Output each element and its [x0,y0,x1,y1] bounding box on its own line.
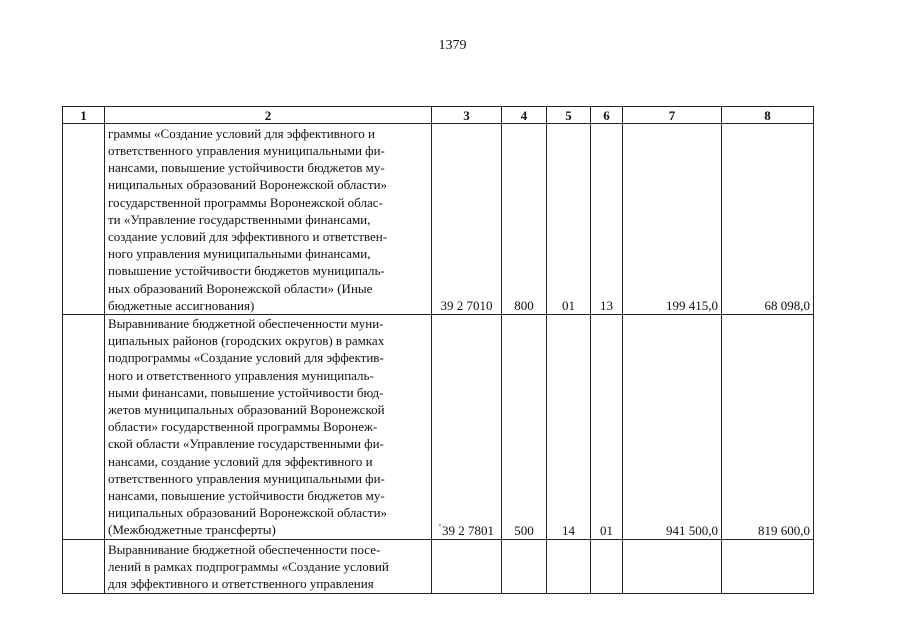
amount-col8-cell: 68 098,0 [722,124,814,315]
header-col-5: 5 [547,107,591,124]
row-number-cell [63,315,105,540]
header-col-1: 1 [63,107,105,124]
row-number-cell [63,539,105,593]
code-cell [432,315,502,540]
col5-cell: 14 [547,315,591,540]
budget-table [62,106,814,594]
header-row [63,107,814,124]
description-cell: граммы «Создание условий для эффективного и ответственного управления муниципальными фи- нансами, повышение устойчивости бюджетов му- ниципальных образований Воронежской области» государственной программы Воронежской облас- ти «Управление государственными финансами, создание условий для эффективного и ответствен- ного управления муниципальными финансами, повышение устойчивости бюджетов муниципаль- ных образований Воронежской области» (Иные бюджетные ассигнования) [105,124,432,315]
col6-cell: 01 [591,315,623,540]
col4-cell: 500 [502,315,547,540]
code-cell: 39 2 7010 [432,124,502,315]
scan-mark: ' [439,521,441,534]
code-cell [432,539,502,593]
header-col-6: 6 [591,107,623,124]
amount-col7-cell: 941 500,0 [623,315,722,540]
table-row [63,124,814,315]
amount-col8-cell [722,539,814,593]
col4-cell: 800 [502,124,547,315]
amount-col7-cell [623,539,722,593]
description-cell: Выравнивание бюджетной обеспеченности муни- ципальных районов (городских округов) в рамках подпрограммы «Создание условий для эффектив- ного и ответственного управления муниципаль- ными финансами, повышение устойчивости бюд- жетов муниципальных образований Воронежской области» государственной программы Воронеж- ской области «Управление государственными фи- нансами, создание условий для эффективного и ответственного управления муниципальными фи- нансами, повышение устойчивости бюджетов му- ниципальных образований Воронежской области» (Межбюджетные трансферты) [105,315,432,540]
header-col-3: 3 [432,107,502,124]
col5-cell: 01 [547,124,591,315]
header-col-4: 4 [502,107,547,124]
code-value: 39 2 7801 [441,522,494,538]
header-col-8: 8 [722,107,814,124]
amount-col8-cell: 819 600,0 [722,315,814,540]
col5-cell [547,539,591,593]
row-number-cell [63,124,105,315]
header-col-2: 2 [105,107,432,124]
col6-cell: 13 [591,124,623,315]
col4-cell [502,539,547,593]
table-row [63,539,814,593]
table-row [63,315,814,540]
description-cell: Выравнивание бюджетной обеспеченности посе- лений в рамках подпрограммы «Создание условий для эффективного и ответственного управления [105,539,432,593]
header-col-7: 7 [623,107,722,124]
amount-col7-cell: 199 415,0 [623,124,722,315]
page-number: 1379 [438,38,467,53]
col6-cell [591,539,623,593]
table-header [63,107,814,124]
